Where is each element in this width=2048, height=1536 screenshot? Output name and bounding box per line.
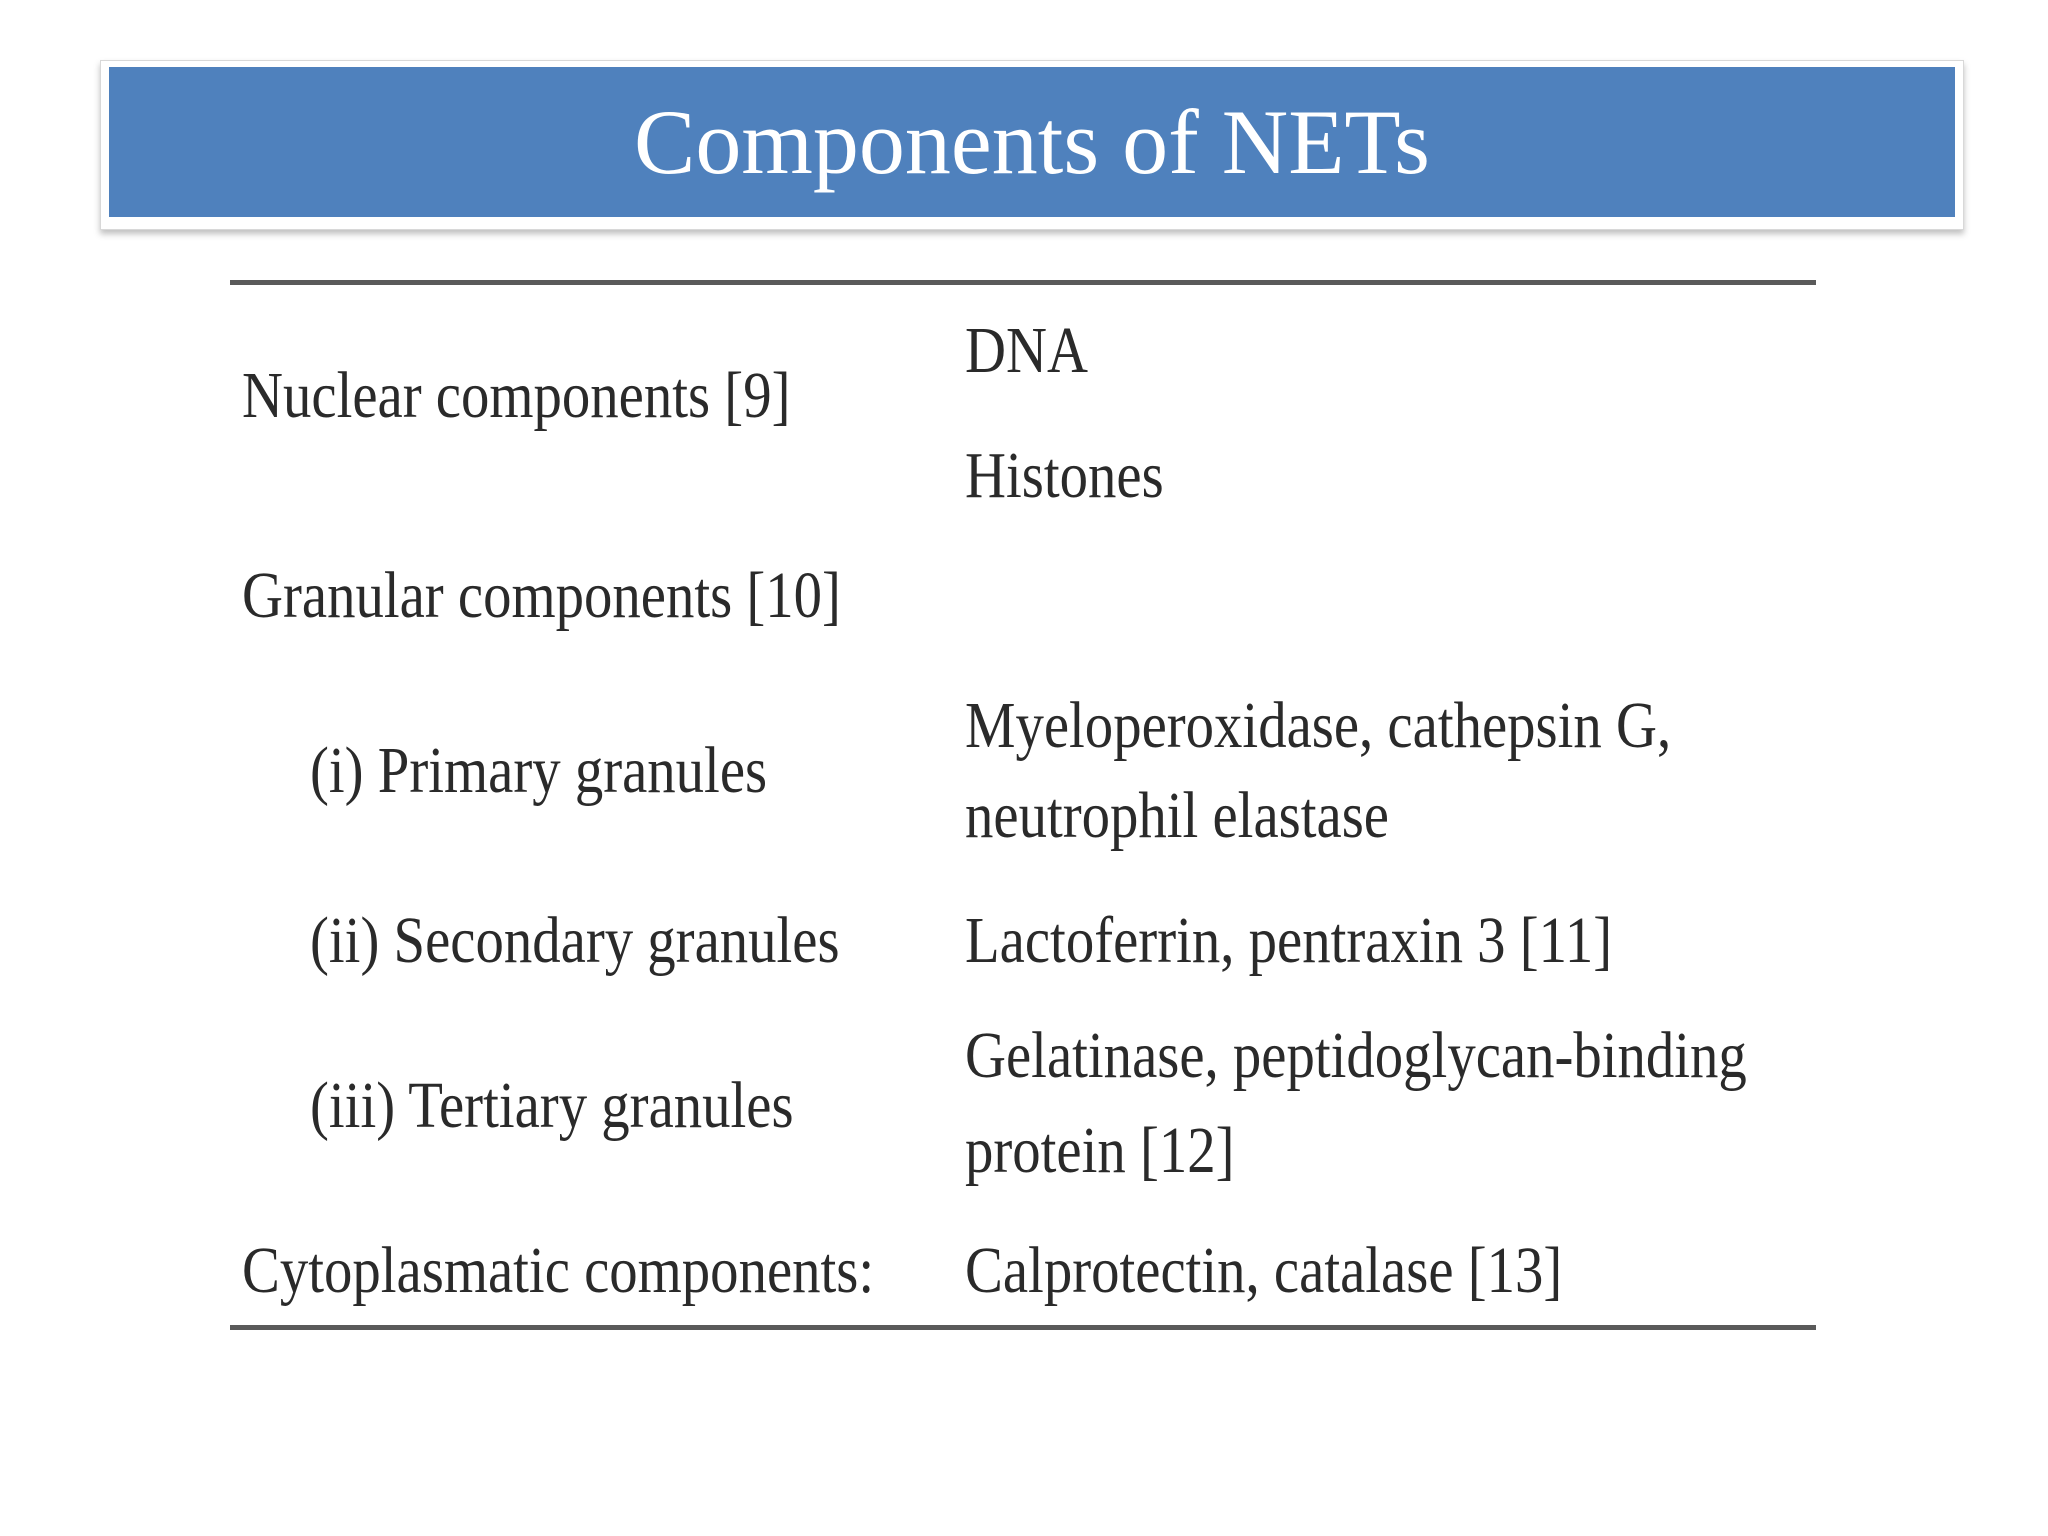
row-cytoplasmatic-label: Cytoplasmatic components: (242, 1234, 875, 1307)
row-primary-label: (i) Primary granules (310, 734, 768, 807)
row-tertiary-label: (iii) Tertiary granules (310, 1069, 794, 1142)
row-secondary-label: (ii) Secondary granules (310, 904, 840, 977)
row-granular-label: Granular components [10] (242, 559, 841, 632)
row-dna-value: DNA (965, 314, 1088, 387)
row-tertiary-value-1: Gelatinase, peptidoglycan-binding (965, 1019, 1747, 1092)
row-tertiary-value-2: protein [12] (965, 1114, 1235, 1187)
row-histones-value: Histones (965, 439, 1164, 512)
row-primary-value-1: Myeloperoxidase, cathepsin G, (965, 689, 1672, 762)
row-cytoplasmatic-value: Calprotectin, catalase [13] (965, 1234, 1563, 1307)
title-bar (100, 60, 1964, 230)
row-primary-value-2: neutrophil elastase (965, 779, 1389, 852)
row-nuclear-label: Nuclear components [9] (242, 359, 791, 432)
slide-title: Components of NETs (634, 91, 1430, 193)
row-secondary-value: Lactoferrin, pentraxin 3 [11] (965, 904, 1613, 977)
table-bottom-rule (230, 1325, 1816, 1330)
title-banner (109, 67, 1955, 217)
table-top-rule (230, 280, 1816, 285)
